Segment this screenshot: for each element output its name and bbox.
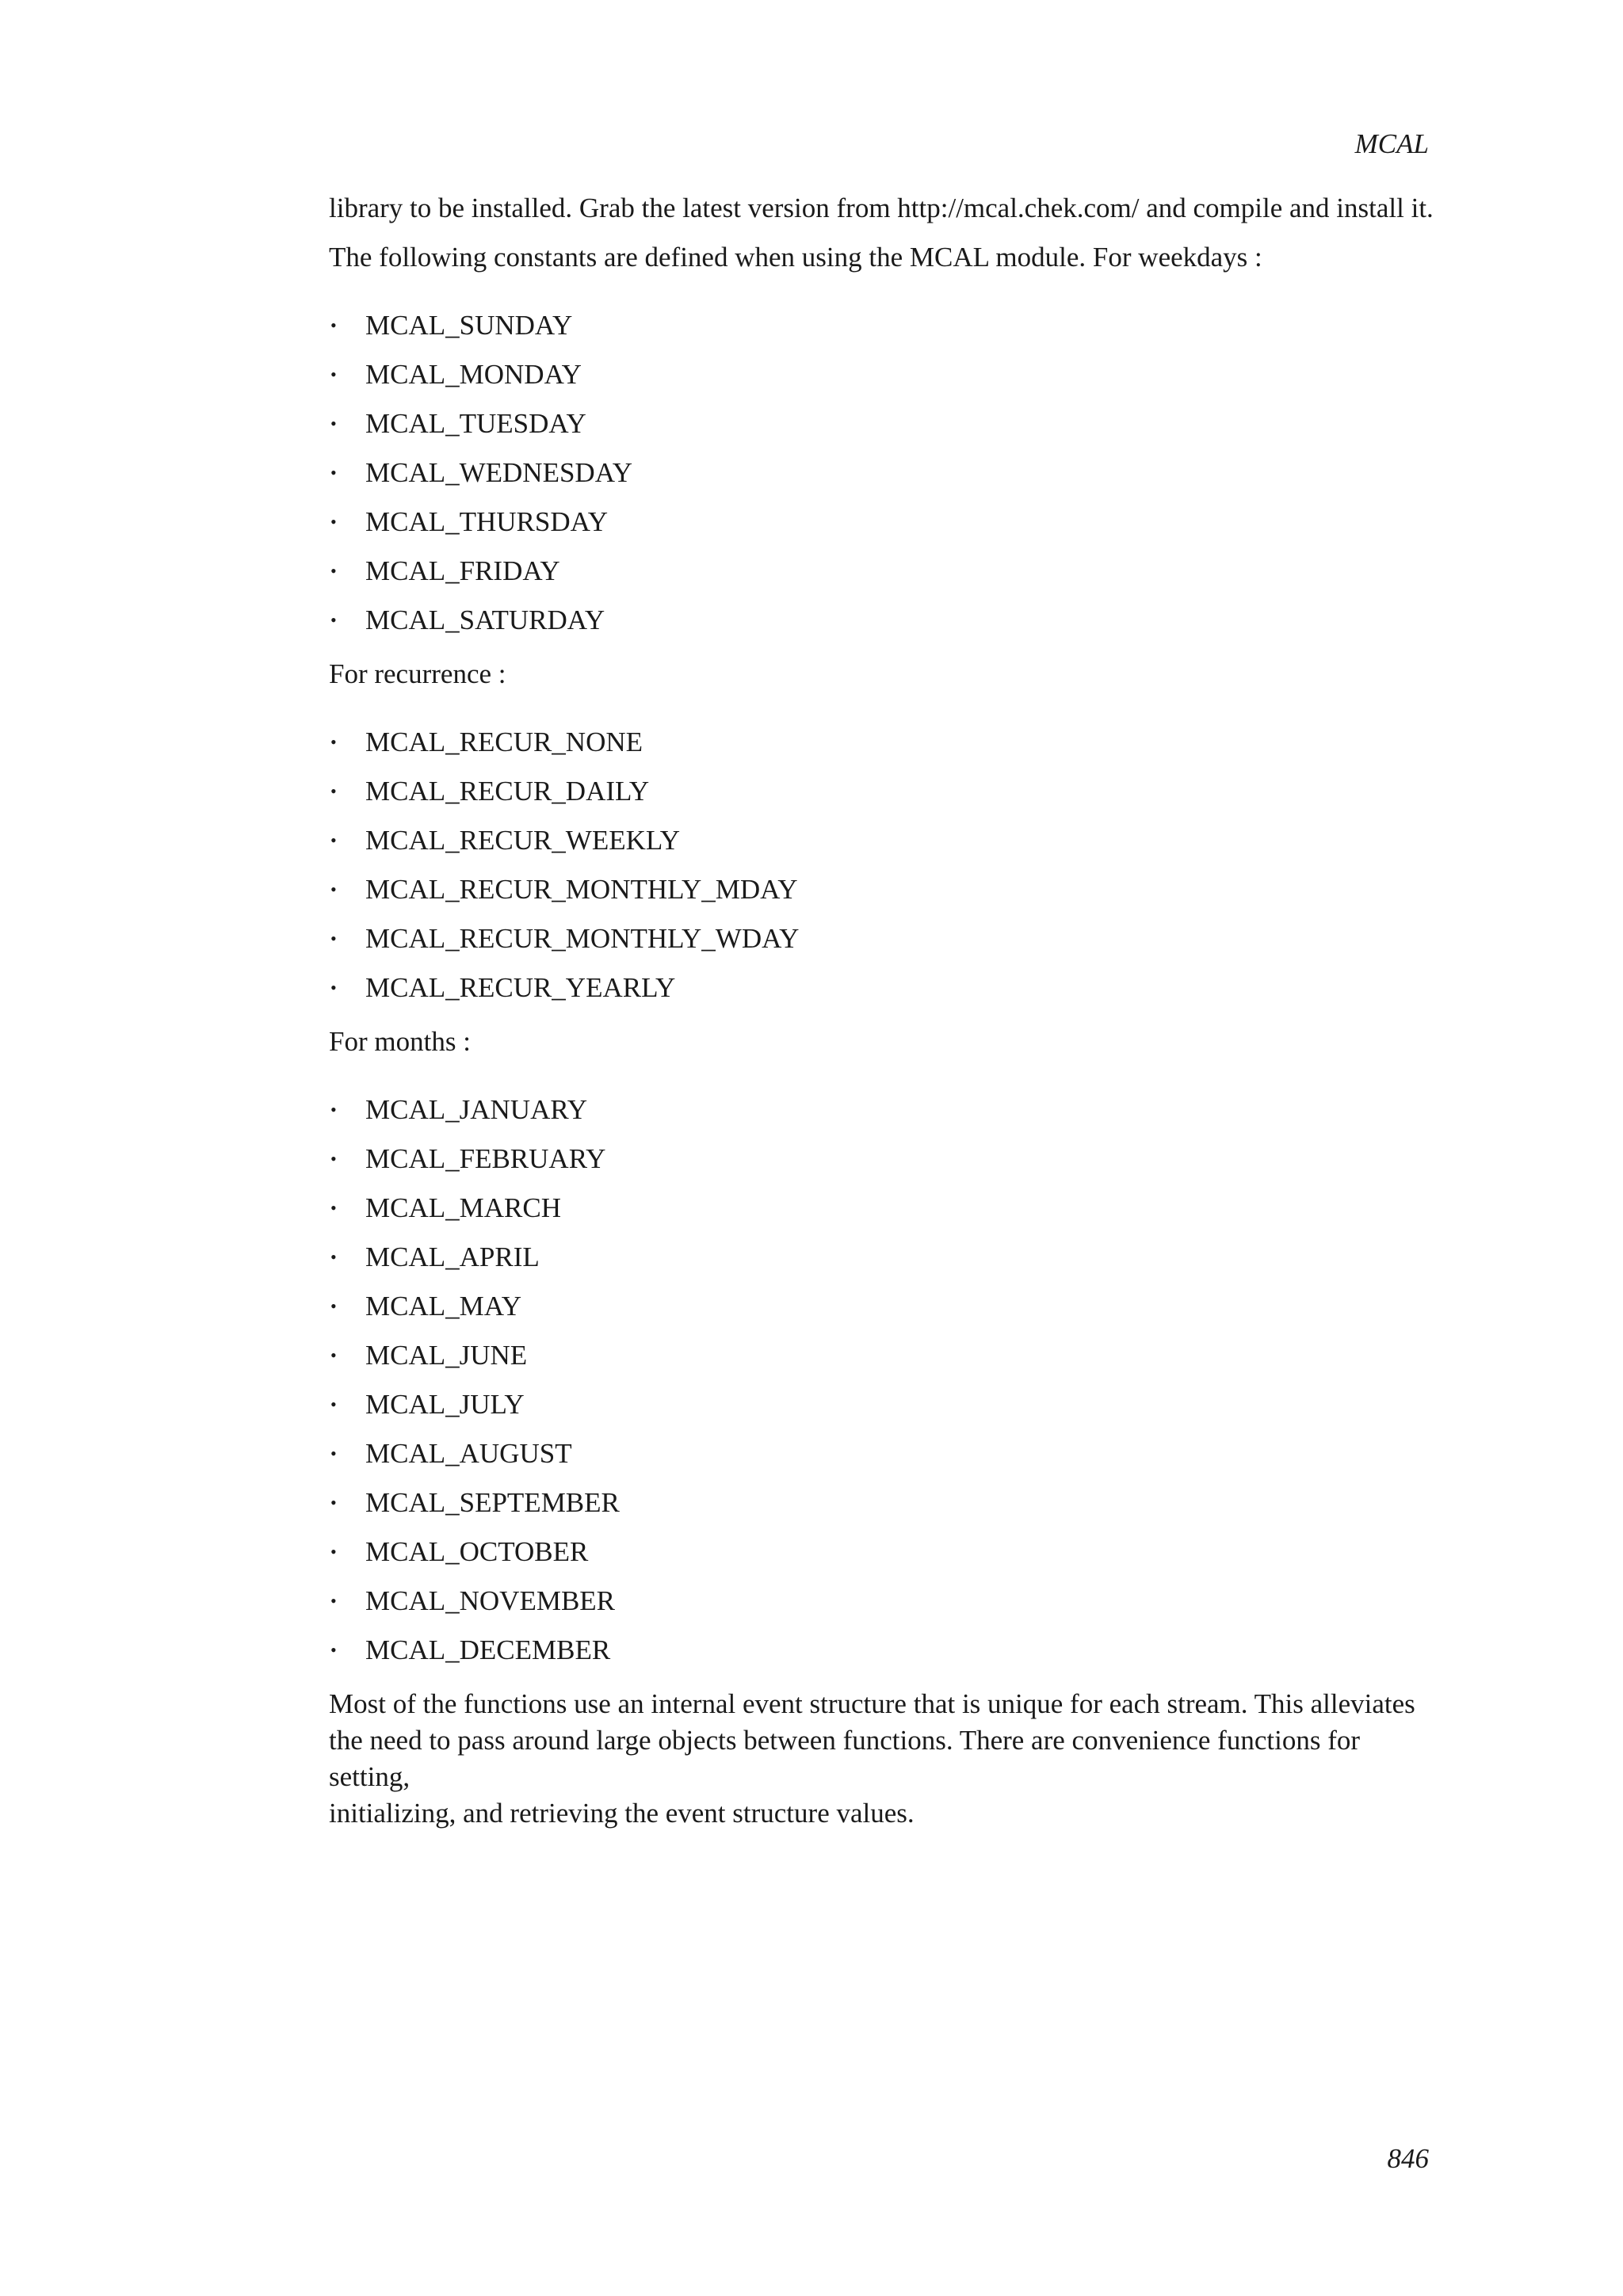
constant-name: MCAL_WEDNESDAY	[365, 457, 633, 488]
constant-name: MCAL_JULY	[365, 1389, 525, 1420]
intro-paragraph-line-2: The following constants are defined when using the MCAL module. For weekdays :	[329, 242, 1262, 273]
list-item	[329, 1583, 1438, 1632]
running-header: MCAL	[1354, 128, 1429, 159]
list-item	[329, 307, 1438, 357]
constant-name: MCAL_RECUR_MONTHLY_MDAY	[365, 874, 798, 905]
list-item	[329, 1337, 1438, 1386]
constant-name: MCAL_JANUARY	[365, 1094, 588, 1125]
bullet-icon: •	[330, 1444, 337, 1463]
constant-name: MCAL_MARCH	[365, 1192, 561, 1223]
list-item	[329, 1386, 1438, 1436]
recurrence-constants-list	[329, 724, 1438, 1019]
constant-name: MCAL_TUESDAY	[365, 408, 586, 439]
list-item	[329, 1239, 1438, 1288]
page-number: 846	[1387, 2143, 1429, 2174]
list-item	[329, 871, 1438, 921]
weekday-constants-list	[329, 307, 1438, 651]
bullet-icon: •	[330, 1493, 337, 1512]
list-item	[329, 1485, 1438, 1534]
list-item	[329, 1190, 1438, 1239]
closing-paragraph-line-2: the need to pass around large objects between functions. There are convenience functions for setting,	[329, 1725, 1360, 1792]
bullet-icon: •	[330, 1394, 337, 1414]
list-item	[329, 602, 1438, 651]
list-item	[329, 724, 1438, 773]
constant-name: MCAL_AUGUST	[365, 1438, 572, 1469]
list-item	[329, 773, 1438, 822]
bullet-icon: •	[330, 1247, 337, 1267]
list-item	[329, 921, 1438, 970]
list-item	[329, 553, 1438, 602]
bullet-icon: •	[330, 364, 337, 384]
bullet-icon: •	[330, 1198, 337, 1218]
intro-paragraph-line-1: library to be installed. Grab the latest version from http://mcal.chek.com/ and compile and install it.	[329, 193, 1434, 223]
constant-name: MCAL_SATURDAY	[365, 605, 605, 635]
list-item	[329, 504, 1438, 553]
constant-name: MCAL_RECUR_WEEKLY	[365, 825, 681, 856]
bullet-icon: •	[330, 1345, 337, 1365]
constant-name: MCAL_APRIL	[365, 1241, 540, 1272]
bullet-icon: •	[330, 315, 337, 335]
closing-paragraph-line-1: Most of the functions use an internal event structure that is unique for each stream. This alleviates	[329, 1688, 1415, 1719]
bullet-icon: •	[330, 463, 337, 482]
bullet-icon: •	[330, 978, 337, 997]
constant-name: MCAL_OCTOBER	[365, 1536, 589, 1567]
month-constants-list	[329, 1092, 1438, 1681]
constant-name: MCAL_MONDAY	[365, 359, 582, 390]
list-item	[329, 1436, 1438, 1485]
list-item	[329, 1141, 1438, 1190]
page-body	[329, 190, 1438, 1832]
bullet-icon: •	[330, 929, 337, 948]
list-item	[329, 970, 1438, 1019]
bullet-icon: •	[330, 879, 337, 899]
constant-name: MCAL_MAY	[365, 1291, 522, 1322]
bullet-icon: •	[330, 414, 337, 433]
list-item	[329, 1632, 1438, 1681]
bullet-icon: •	[330, 1640, 337, 1660]
bullet-icon: •	[330, 1591, 337, 1611]
constant-name: MCAL_RECUR_NONE	[365, 727, 643, 757]
closing-paragraph	[329, 1686, 1438, 1832]
recurrence-label: For recurrence :	[329, 658, 506, 689]
bullet-icon: •	[330, 512, 337, 532]
months-label: For months :	[329, 1026, 471, 1057]
list-item	[329, 1092, 1438, 1141]
bullet-icon: •	[330, 561, 337, 581]
constant-name: MCAL_FRIDAY	[365, 555, 560, 586]
list-item	[329, 822, 1438, 871]
constant-name: MCAL_THURSDAY	[365, 506, 608, 537]
constant-name: MCAL_SUNDAY	[365, 310, 573, 341]
bullet-icon: •	[330, 1296, 337, 1316]
constant-name: MCAL_RECUR_MONTHLY_WDAY	[365, 923, 800, 954]
bullet-icon: •	[330, 781, 337, 801]
list-item	[329, 1534, 1438, 1583]
bullet-icon: •	[330, 732, 337, 752]
bullet-icon: •	[330, 830, 337, 850]
constant-name: MCAL_NOVEMBER	[365, 1585, 616, 1616]
constant-name: MCAL_SEPTEMBER	[365, 1487, 620, 1518]
constant-name: MCAL_FEBRUARY	[365, 1143, 606, 1174]
constant-name: MCAL_RECUR_YEARLY	[365, 972, 676, 1003]
bullet-icon: •	[330, 1542, 337, 1562]
list-item	[329, 455, 1438, 504]
bullet-icon: •	[330, 1100, 337, 1119]
constant-name: MCAL_DECEMBER	[365, 1634, 611, 1665]
closing-paragraph-line-3: initializing, and retrieving the event structure values.	[329, 1798, 915, 1829]
list-item	[329, 357, 1438, 406]
bullet-icon: •	[330, 610, 337, 630]
constant-name: MCAL_JUNE	[365, 1340, 528, 1371]
list-item	[329, 1288, 1438, 1337]
bullet-icon: •	[330, 1149, 337, 1169]
constant-name: MCAL_RECUR_DAILY	[365, 776, 650, 807]
list-item	[329, 406, 1438, 455]
